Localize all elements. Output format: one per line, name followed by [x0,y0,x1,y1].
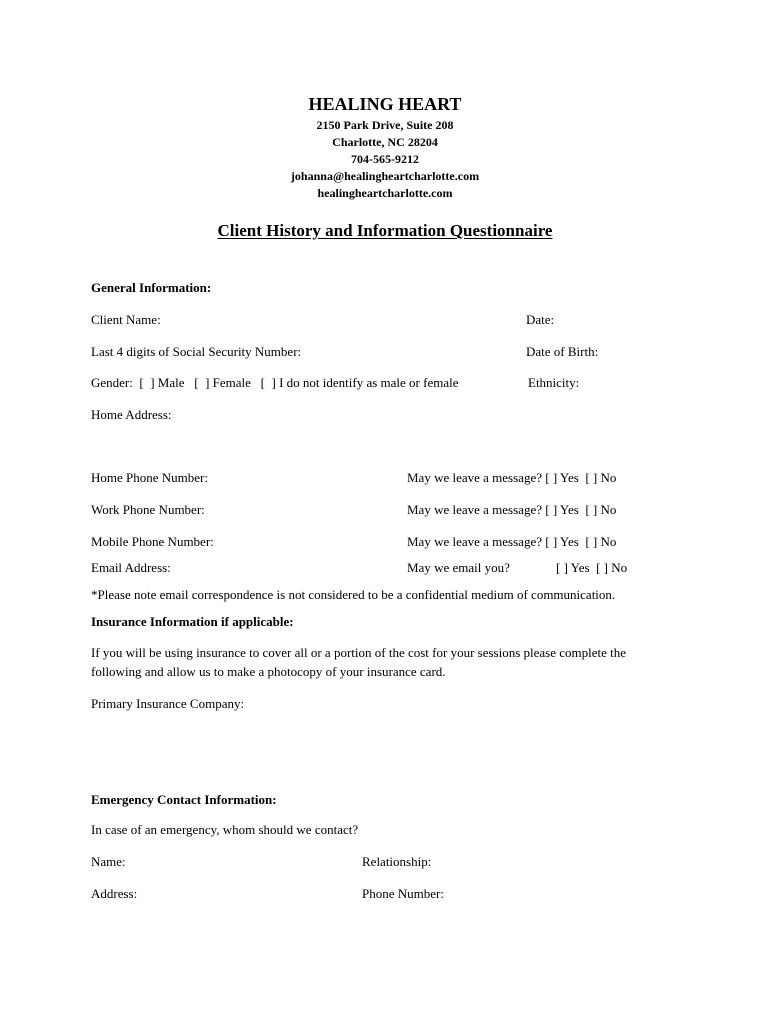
gender-options[interactable]: Gender: [ ] Male [ ] Female [ ] I do not identify as male or female [91,375,459,390]
org-email: johanna@healingheartcharlotte.com [290,169,480,183]
date-label: Date: [526,312,555,327]
dob-label: Date of Birth: [526,344,599,359]
ethnicity-label: Ethnicity: [528,375,580,390]
emergency-name-label: Name: [91,854,126,869]
email-options[interactable]: [ ] Yes [ ] No [556,560,628,575]
org-website: healingheartcharlotte.com [317,186,453,200]
ssn-label: Last 4 digits of Social Security Number: [91,344,302,359]
org-name: HEALING HEART [308,94,462,114]
work-message-options[interactable]: May we leave a message? [ ] Yes [ ] No [407,502,617,517]
email-question: May we email you? [407,560,510,575]
document-title: Client History and Information Questionnaire [217,221,553,240]
home-address-label: Home Address: [91,407,172,422]
emergency-heading: Emergency Contact Information: [91,792,277,807]
mobile-phone-label: Mobile Phone Number: [91,534,214,549]
home-phone-label: Home Phone Number: [91,470,208,485]
email-note: *Please note email correspondence is not considered to be a confidential medium of communication. [91,587,616,602]
primary-insurance-label: Primary Insurance Company: [91,696,245,711]
insurance-heading: Insurance Information if applicable: [91,614,294,629]
work-phone-label: Work Phone Number: [91,502,205,517]
general-info-heading: General Information: [91,280,212,295]
emergency-address-label: Address: [91,886,138,901]
insurance-text-line-1: If you will be using insurance to cover all or a portion of the cost for your sessions please complete the [91,645,627,660]
insurance-text-line-2: following and allow us to make a photocopy of your insurance card. [91,664,446,679]
org-phone: 704-565-9212 [351,152,419,166]
emergency-relationship-label: Relationship: [362,854,432,869]
mobile-message-options[interactable]: May we leave a message? [ ] Yes [ ] No [407,534,617,549]
address-line-2: Charlotte, NC 28204 [332,135,438,149]
address-line-1: 2150 Park Drive, Suite 208 [316,118,454,132]
emergency-question: In case of an emergency, whom should we contact? [91,822,359,837]
email-address-label: Email Address: [91,560,171,575]
client-name-label: Client Name: [91,312,161,327]
emergency-phone-label: Phone Number: [362,886,444,901]
home-message-options[interactable]: May we leave a message? [ ] Yes [ ] No [407,470,617,485]
